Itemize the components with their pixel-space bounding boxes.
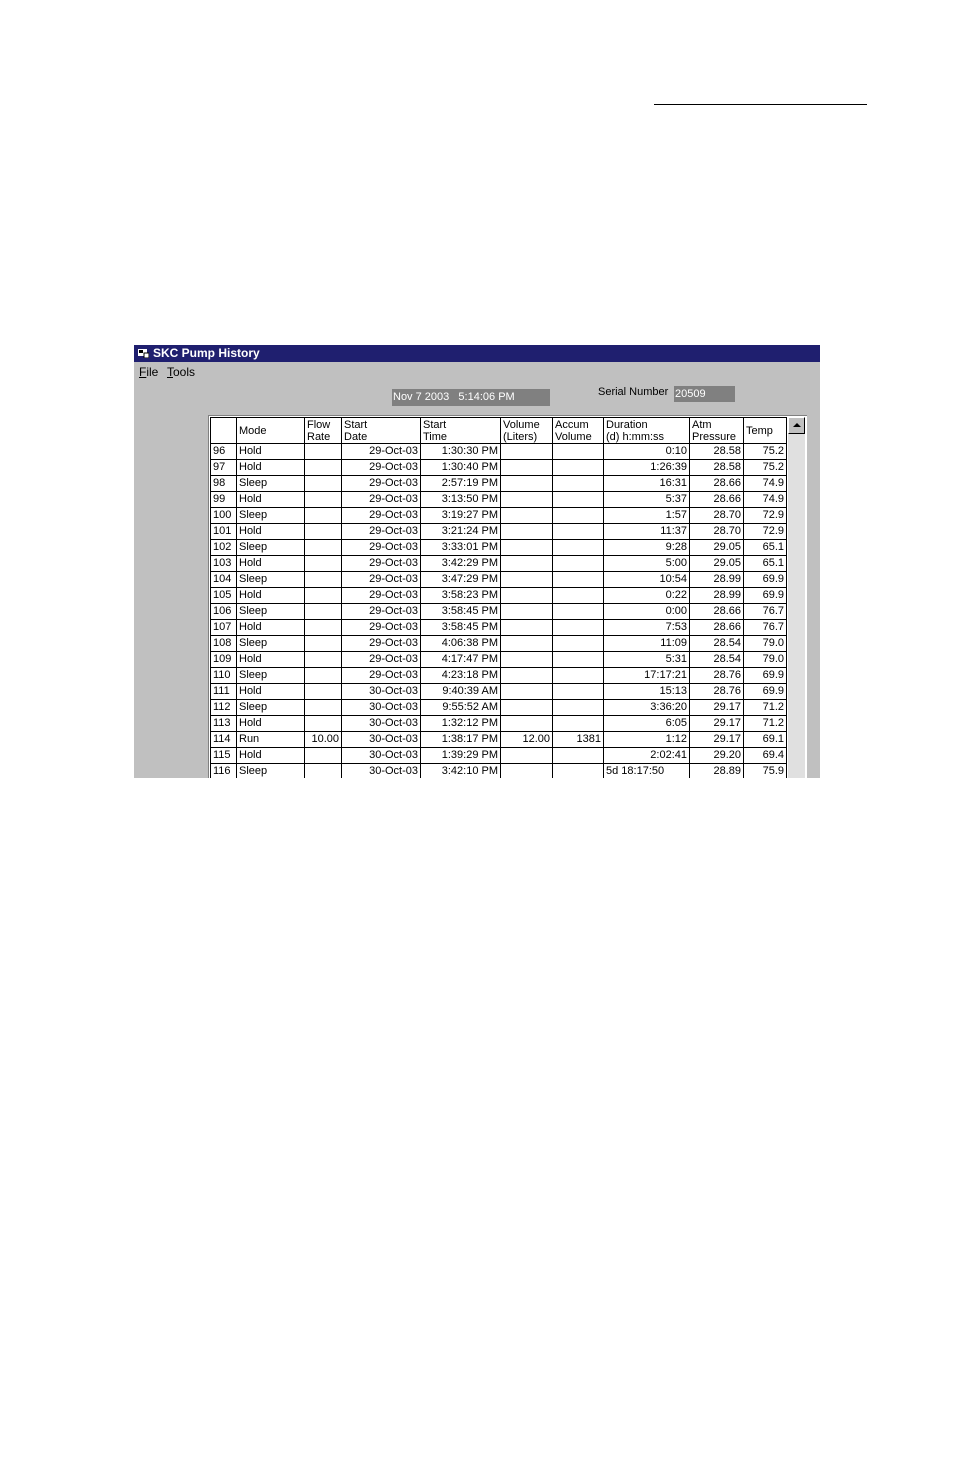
cell-volume[interactable] xyxy=(501,444,553,460)
cell-row-index[interactable]: 105 xyxy=(211,588,237,604)
cell-duration[interactable]: 11:09 xyxy=(604,636,690,652)
cell-row-index[interactable]: 101 xyxy=(211,524,237,540)
cell-mode[interactable]: Sleep xyxy=(237,572,305,588)
cell-start-date[interactable]: 29-Oct-03 xyxy=(342,668,421,684)
cell-accum-volume[interactable] xyxy=(553,540,604,556)
col-header-start-time-line2: Time xyxy=(423,431,448,443)
cell-start-date[interactable]: 30-Oct-03 xyxy=(342,716,421,732)
table-row[interactable] xyxy=(211,460,787,476)
cell-atm-pressure[interactable]: 29.05 xyxy=(690,540,744,556)
cell-start-time[interactable]: 9:40:39 AM xyxy=(421,684,501,700)
cell-duration[interactable]: 17:17:21 xyxy=(604,668,690,684)
cell-atm-pressure[interactable]: 28.66 xyxy=(690,620,744,636)
cell-mode[interactable]: Hold xyxy=(237,748,305,764)
cell-duration[interactable]: 2:02:41 xyxy=(604,748,690,764)
col-header-start-time[interactable] xyxy=(421,418,501,444)
col-header-index[interactable] xyxy=(211,418,237,444)
title-bar[interactable] xyxy=(134,345,820,362)
table-row[interactable] xyxy=(211,588,787,604)
cell-row-index[interactable]: 109 xyxy=(211,652,237,668)
table-row[interactable] xyxy=(211,524,787,540)
menu-file-label: ile xyxy=(146,365,159,379)
cell-volume[interactable]: 12.00 xyxy=(501,732,553,748)
cell-row-index[interactable]: 102 xyxy=(211,540,237,556)
cell-start-time[interactable]: 4:23:18 PM xyxy=(421,668,501,684)
cell-start-date[interactable]: 29-Oct-03 xyxy=(342,572,421,588)
cell-row-index[interactable]: 100 xyxy=(211,508,237,524)
cell-duration[interactable]: 11:37 xyxy=(604,524,690,540)
cell-mode[interactable]: Hold xyxy=(237,684,305,700)
cell-flow-rate[interactable] xyxy=(305,652,342,668)
top-rule xyxy=(654,104,867,105)
serial-number-value: 20509 xyxy=(674,386,735,402)
cell-flow-rate[interactable] xyxy=(305,636,342,652)
col-header-volume-line2: (Liters) xyxy=(503,431,538,443)
cell-duration[interactable]: 1:12 xyxy=(604,732,690,748)
cell-accum-volume[interactable] xyxy=(553,716,604,732)
col-header-accum-volume[interactable] xyxy=(553,418,604,444)
cell-mode[interactable]: Hold xyxy=(237,524,305,540)
cell-duration[interactable]: 5:37 xyxy=(604,492,690,508)
cell-atm-pressure[interactable]: 28.66 xyxy=(690,604,744,620)
cell-temp[interactable]: 76.7 xyxy=(744,604,787,620)
cell-row-index[interactable]: 114 xyxy=(211,732,237,748)
cell-atm-pressure[interactable]: 28.89 xyxy=(690,764,744,779)
cell-volume[interactable] xyxy=(501,684,553,700)
cell-flow-rate[interactable] xyxy=(305,508,342,524)
table-row[interactable] xyxy=(211,540,787,556)
cell-accum-volume[interactable] xyxy=(553,636,604,652)
table-row[interactable] xyxy=(211,668,787,684)
cell-start-date[interactable]: 30-Oct-03 xyxy=(342,732,421,748)
cell-temp[interactable]: 75.9 xyxy=(744,764,787,779)
cell-start-date[interactable]: 29-Oct-03 xyxy=(342,476,421,492)
cell-flow-rate[interactable] xyxy=(305,524,342,540)
cell-duration[interactable]: 5d 18:17:50 xyxy=(604,764,690,779)
cell-start-date[interactable]: 30-Oct-03 xyxy=(342,748,421,764)
cell-duration[interactable]: 1:26:39 xyxy=(604,460,690,476)
cell-accum-volume[interactable] xyxy=(553,476,604,492)
cell-atm-pressure[interactable]: 28.66 xyxy=(690,476,744,492)
cell-accum-volume[interactable] xyxy=(553,572,604,588)
col-header-flow-rate-line2: Rate xyxy=(307,431,331,443)
menu-file[interactable] xyxy=(139,365,158,379)
cell-mode[interactable]: Sleep xyxy=(237,508,305,524)
cell-mode[interactable]: Hold xyxy=(237,588,305,604)
cell-flow-rate[interactable] xyxy=(305,444,342,460)
col-header-volume[interactable] xyxy=(501,418,553,444)
cell-duration[interactable]: 0:10 xyxy=(604,444,690,460)
cell-volume[interactable] xyxy=(501,636,553,652)
cell-accum-volume[interactable] xyxy=(553,604,604,620)
cell-temp[interactable]: 79.0 xyxy=(744,636,787,652)
pump-history-window xyxy=(134,345,820,778)
table-row[interactable] xyxy=(211,748,787,764)
cell-atm-pressure[interactable]: 28.66 xyxy=(690,492,744,508)
table-row[interactable] xyxy=(211,652,787,668)
cell-accum-volume[interactable] xyxy=(553,700,604,716)
cell-start-time[interactable]: 1:30:30 PM xyxy=(421,444,501,460)
col-header-start-date-line2: Date xyxy=(344,431,368,443)
cell-start-time[interactable]: 3:42:10 PM xyxy=(421,764,501,779)
cell-flow-rate[interactable] xyxy=(305,572,342,588)
cell-mode[interactable]: Hold xyxy=(237,716,305,732)
cell-row-index[interactable]: 115 xyxy=(211,748,237,764)
cell-accum-volume[interactable] xyxy=(553,620,604,636)
cell-volume[interactable] xyxy=(501,572,553,588)
cell-flow-rate[interactable] xyxy=(305,492,342,508)
cell-mode[interactable]: Hold xyxy=(237,444,305,460)
table-row[interactable] xyxy=(211,556,787,572)
cell-temp[interactable]: 75.2 xyxy=(744,444,787,460)
cell-start-time[interactable]: 1:32:12 PM xyxy=(421,716,501,732)
cell-start-date[interactable]: 30-Oct-03 xyxy=(342,764,421,779)
col-header-flow-rate[interactable] xyxy=(305,418,342,444)
cell-atm-pressure[interactable]: 28.54 xyxy=(690,652,744,668)
cell-temp[interactable]: 65.1 xyxy=(744,540,787,556)
cell-flow-rate[interactable] xyxy=(305,540,342,556)
serial-number-label: Serial Number xyxy=(598,386,669,398)
cell-start-time[interactable]: 4:17:47 PM xyxy=(421,652,501,668)
cell-start-date[interactable]: 29-Oct-03 xyxy=(342,652,421,668)
cell-temp[interactable]: 71.2 xyxy=(744,700,787,716)
cell-row-index[interactable]: 96 xyxy=(211,444,237,460)
cell-flow-rate[interactable] xyxy=(305,684,342,700)
cell-temp[interactable]: 69.9 xyxy=(744,684,787,700)
scroll-up-button[interactable] xyxy=(788,417,805,434)
cell-volume[interactable] xyxy=(501,476,553,492)
cell-volume[interactable] xyxy=(501,620,553,636)
cell-mode[interactable]: Sleep xyxy=(237,668,305,684)
cell-temp[interactable]: 71.2 xyxy=(744,716,787,732)
col-header-start-date-line1: Start xyxy=(344,419,368,431)
cell-mode[interactable]: Sleep xyxy=(237,764,305,779)
cell-duration[interactable]: 5:31 xyxy=(604,652,690,668)
col-header-atm-pressure-line2: Pressure xyxy=(692,431,737,443)
cell-volume[interactable] xyxy=(501,716,553,732)
cell-start-date[interactable]: 29-Oct-03 xyxy=(342,524,421,540)
cell-temp[interactable]: 65.1 xyxy=(744,556,787,572)
cell-flow-rate[interactable] xyxy=(305,604,342,620)
cell-temp[interactable]: 74.9 xyxy=(744,476,787,492)
cell-volume[interactable] xyxy=(501,668,553,684)
datetime-display: Nov 7 2003 5:14:06 PM xyxy=(392,389,550,406)
cell-atm-pressure[interactable]: 28.76 xyxy=(690,684,744,700)
cell-duration[interactable]: 6:05 xyxy=(604,716,690,732)
table-row[interactable] xyxy=(211,700,787,716)
cell-start-date[interactable]: 29-Oct-03 xyxy=(342,556,421,572)
cell-volume[interactable] xyxy=(501,700,553,716)
cell-volume[interactable] xyxy=(501,764,553,779)
cell-mode[interactable]: Hold xyxy=(237,652,305,668)
cell-accum-volume[interactable] xyxy=(553,684,604,700)
col-header-duration-line1: Duration xyxy=(606,419,648,431)
vertical-scrollbar[interactable] xyxy=(788,417,805,778)
cell-start-time[interactable]: 1:30:40 PM xyxy=(421,460,501,476)
cell-atm-pressure[interactable]: 28.76 xyxy=(690,668,744,684)
cell-accum-volume[interactable] xyxy=(553,508,604,524)
cell-volume[interactable] xyxy=(501,604,553,620)
cell-start-time[interactable]: 3:19:27 PM xyxy=(421,508,501,524)
cell-volume[interactable] xyxy=(501,540,553,556)
cell-flow-rate[interactable] xyxy=(305,764,342,779)
cell-atm-pressure[interactable]: 28.70 xyxy=(690,524,744,540)
cell-temp[interactable]: 69.9 xyxy=(744,588,787,604)
cell-atm-pressure[interactable]: 29.17 xyxy=(690,700,744,716)
cell-atm-pressure[interactable]: 28.70 xyxy=(690,508,744,524)
table-row[interactable] xyxy=(211,604,787,620)
cell-duration[interactable]: 9:28 xyxy=(604,540,690,556)
cell-row-index[interactable]: 108 xyxy=(211,636,237,652)
cell-row-index[interactable]: 97 xyxy=(211,460,237,476)
cell-start-date[interactable]: 29-Oct-03 xyxy=(342,492,421,508)
col-header-accum-volume-line2: Volume xyxy=(555,431,592,443)
cell-flow-rate[interactable] xyxy=(305,556,342,572)
cell-atm-pressure[interactable]: 29.17 xyxy=(690,716,744,732)
cell-start-time[interactable]: 3:47:29 PM xyxy=(421,572,501,588)
window-title: SKC Pump History xyxy=(153,346,260,360)
cell-flow-rate[interactable] xyxy=(305,620,342,636)
cell-mode[interactable]: Sleep xyxy=(237,700,305,716)
cell-volume[interactable] xyxy=(501,748,553,764)
cell-duration[interactable]: 16:31 xyxy=(604,476,690,492)
col-header-start-date[interactable] xyxy=(342,418,421,444)
table-row[interactable] xyxy=(211,444,787,460)
cell-start-time[interactable]: 2:57:19 PM xyxy=(421,476,501,492)
col-header-start-time-line1: Start xyxy=(423,419,447,431)
cell-temp[interactable]: 72.9 xyxy=(744,508,787,524)
cell-atm-pressure[interactable]: 28.58 xyxy=(690,444,744,460)
cell-mode[interactable]: Hold xyxy=(237,460,305,476)
col-header-duration-line2: (d) h:mm:ss xyxy=(606,431,665,443)
table-row[interactable] xyxy=(211,764,787,779)
col-header-flow-rate-line1: Flow xyxy=(307,419,331,431)
cell-mode[interactable]: Sleep xyxy=(237,604,305,620)
cell-start-time[interactable]: 3:58:45 PM xyxy=(421,604,501,620)
cell-mode[interactable]: Sleep xyxy=(237,540,305,556)
cell-row-index[interactable]: 116 xyxy=(211,764,237,779)
col-header-atm-pressure-line1: Atm xyxy=(692,419,712,431)
cell-start-time[interactable]: 1:39:29 PM xyxy=(421,748,501,764)
cell-start-date[interactable]: 29-Oct-03 xyxy=(342,604,421,620)
cell-start-time[interactable]: 3:58:45 PM xyxy=(421,620,501,636)
cell-volume[interactable] xyxy=(501,556,553,572)
cell-accum-volume[interactable] xyxy=(553,556,604,572)
col-header-accum-volume-line1: Accum xyxy=(555,419,589,431)
cell-flow-rate[interactable] xyxy=(305,460,342,476)
col-header-mode-label: Mode xyxy=(239,424,267,437)
up-arrow-icon xyxy=(793,423,801,427)
cell-mode[interactable]: Hold xyxy=(237,620,305,636)
history-grid[interactable] xyxy=(208,415,807,778)
cell-mode[interactable]: Sleep xyxy=(237,476,305,492)
cell-accum-volume[interactable] xyxy=(553,588,604,604)
cell-volume[interactable] xyxy=(501,460,553,476)
cell-row-index[interactable]: 103 xyxy=(211,556,237,572)
cell-mode[interactable]: Hold xyxy=(237,492,305,508)
menu-tools[interactable] xyxy=(167,365,195,379)
cell-volume[interactable] xyxy=(501,588,553,604)
cell-start-date[interactable]: 29-Oct-03 xyxy=(342,620,421,636)
cell-duration[interactable]: 5:00 xyxy=(604,556,690,572)
cell-start-date[interactable]: 30-Oct-03 xyxy=(342,700,421,716)
cell-flow-rate[interactable] xyxy=(305,588,342,604)
cell-temp[interactable]: 69.4 xyxy=(744,748,787,764)
cell-temp[interactable]: 69.9 xyxy=(744,668,787,684)
col-header-temp[interactable] xyxy=(744,418,787,444)
cell-mode[interactable]: Hold xyxy=(237,556,305,572)
cell-accum-volume[interactable] xyxy=(553,748,604,764)
cell-flow-rate[interactable] xyxy=(305,476,342,492)
cell-row-index[interactable]: 104 xyxy=(211,572,237,588)
col-header-temp-label: Temp xyxy=(746,424,773,437)
cell-temp[interactable]: 69.9 xyxy=(744,572,787,588)
cell-row-index[interactable]: 111 xyxy=(211,684,237,700)
cell-start-time[interactable]: 3:33:01 PM xyxy=(421,540,501,556)
cell-atm-pressure[interactable]: 29.20 xyxy=(690,748,744,764)
cell-row-index[interactable]: 98 xyxy=(211,476,237,492)
cell-start-date[interactable]: 29-Oct-03 xyxy=(342,636,421,652)
cell-atm-pressure[interactable]: 29.17 xyxy=(690,732,744,748)
menu-tools-label: ools xyxy=(173,365,196,379)
cell-accum-volume[interactable] xyxy=(553,460,604,476)
cell-row-index[interactable]: 99 xyxy=(211,492,237,508)
col-header-atm-pressure[interactable] xyxy=(690,418,744,444)
table-row[interactable] xyxy=(211,492,787,508)
cell-start-time[interactable]: 4:06:38 PM xyxy=(421,636,501,652)
cell-accum-volume[interactable] xyxy=(553,764,604,779)
cell-volume[interactable] xyxy=(501,508,553,524)
cell-duration[interactable]: 0:22 xyxy=(604,588,690,604)
table-row[interactable] xyxy=(211,620,787,636)
cell-start-date[interactable]: 29-Oct-03 xyxy=(342,460,421,476)
table-row[interactable] xyxy=(211,572,787,588)
cell-mode[interactable]: Run xyxy=(237,732,305,748)
header-row xyxy=(211,418,787,444)
cell-volume[interactable] xyxy=(501,652,553,668)
cell-atm-pressure[interactable]: 28.99 xyxy=(690,588,744,604)
cell-atm-pressure[interactable]: 28.99 xyxy=(690,572,744,588)
col-header-mode[interactable] xyxy=(237,418,305,444)
table-row[interactable] xyxy=(211,508,787,524)
cell-start-date[interactable]: 29-Oct-03 xyxy=(342,444,421,460)
cell-start-time[interactable]: 9:55:52 AM xyxy=(421,700,501,716)
app-icon[interactable] xyxy=(138,348,149,358)
cell-accum-volume[interactable] xyxy=(553,524,604,540)
menu-file-mnemonic: F xyxy=(139,365,147,379)
cell-duration[interactable]: 0:00 xyxy=(604,604,690,620)
cell-start-time[interactable]: 3:42:29 PM xyxy=(421,556,501,572)
cell-accum-volume[interactable] xyxy=(553,652,604,668)
menu-tools-mnemonic: T xyxy=(167,365,173,379)
cell-atm-pressure[interactable]: 29.05 xyxy=(690,556,744,572)
cell-row-index[interactable]: 112 xyxy=(211,700,237,716)
col-header-duration[interactable] xyxy=(604,418,690,444)
table-row[interactable] xyxy=(211,476,787,492)
cell-mode[interactable]: Sleep xyxy=(237,636,305,652)
cell-flow-rate[interactable] xyxy=(305,716,342,732)
cell-accum-volume[interactable] xyxy=(553,492,604,508)
cell-accum-volume[interactable] xyxy=(553,444,604,460)
cell-atm-pressure[interactable]: 28.58 xyxy=(690,460,744,476)
cell-flow-rate[interactable] xyxy=(305,668,342,684)
cell-start-time[interactable]: 1:38:17 PM xyxy=(421,732,501,748)
cell-start-date[interactable]: 29-Oct-03 xyxy=(342,588,421,604)
cell-row-index[interactable]: 106 xyxy=(211,604,237,620)
cell-duration[interactable]: 3:36:20 xyxy=(604,700,690,716)
table-row[interactable] xyxy=(211,636,787,652)
cell-temp[interactable]: 69.1 xyxy=(744,732,787,748)
cell-temp[interactable]: 72.9 xyxy=(744,524,787,540)
cell-flow-rate[interactable] xyxy=(305,700,342,716)
cell-atm-pressure[interactable]: 28.54 xyxy=(690,636,744,652)
table-row[interactable] xyxy=(211,716,787,732)
cell-start-time[interactable]: 3:13:50 PM xyxy=(421,492,501,508)
table-row[interactable] xyxy=(211,732,787,748)
table-row[interactable] xyxy=(211,684,787,700)
cell-start-time[interactable]: 3:21:24 PM xyxy=(421,524,501,540)
cell-temp[interactable]: 76.7 xyxy=(744,620,787,636)
cell-duration[interactable]: 10:54 xyxy=(604,572,690,588)
cell-temp[interactable]: 79.0 xyxy=(744,652,787,668)
cell-start-date[interactable]: 30-Oct-03 xyxy=(342,684,421,700)
cell-row-index[interactable]: 113 xyxy=(211,716,237,732)
cell-accum-volume[interactable]: 1381 xyxy=(553,732,604,748)
cell-row-index[interactable]: 107 xyxy=(211,620,237,636)
cell-temp[interactable]: 75.2 xyxy=(744,460,787,476)
history-table-body xyxy=(211,444,787,779)
cell-volume[interactable] xyxy=(501,492,553,508)
cell-duration[interactable]: 1:57 xyxy=(604,508,690,524)
cell-accum-volume[interactable] xyxy=(553,668,604,684)
cell-start-date[interactable]: 29-Oct-03 xyxy=(342,508,421,524)
history-table xyxy=(210,417,787,778)
cell-duration[interactable]: 7:53 xyxy=(604,620,690,636)
cell-volume[interactable] xyxy=(501,524,553,540)
col-header-volume-line1: Volume xyxy=(503,419,540,431)
cell-start-date[interactable]: 29-Oct-03 xyxy=(342,540,421,556)
cell-duration[interactable]: 15:13 xyxy=(604,684,690,700)
cell-start-time[interactable]: 3:58:23 PM xyxy=(421,588,501,604)
cell-flow-rate[interactable] xyxy=(305,748,342,764)
cell-row-index[interactable]: 110 xyxy=(211,668,237,684)
cell-flow-rate[interactable]: 10.00 xyxy=(305,732,342,748)
cell-temp[interactable]: 74.9 xyxy=(744,492,787,508)
